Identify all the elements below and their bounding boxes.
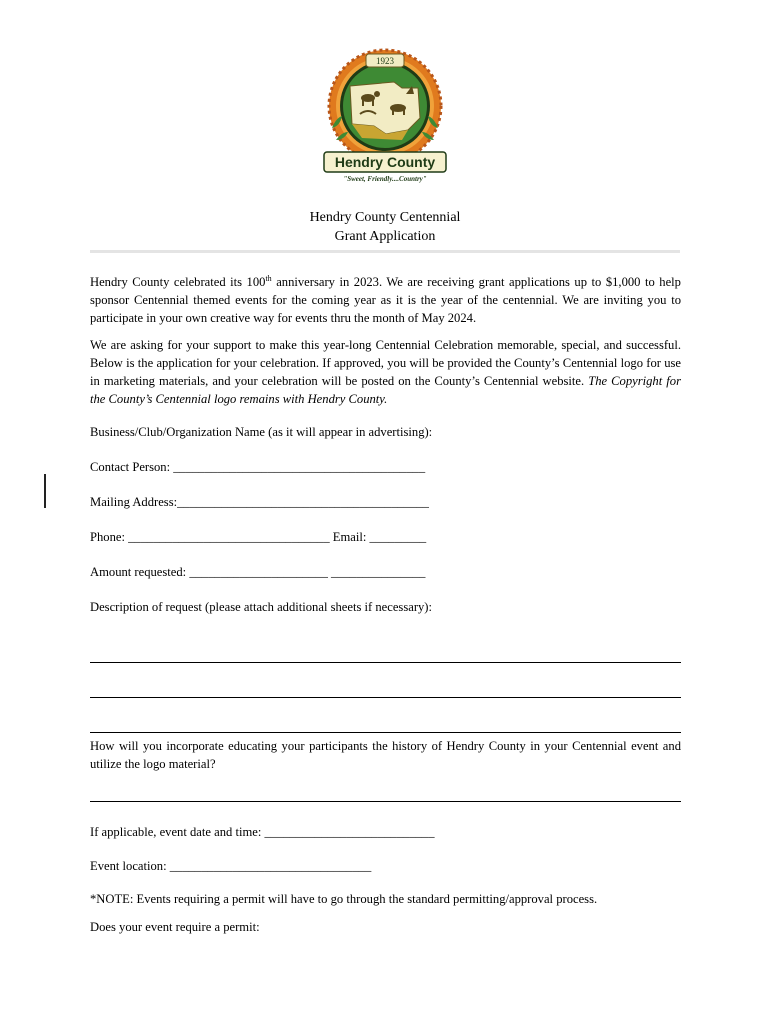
- seal-name-text: Hendry County: [334, 154, 436, 170]
- permit-question: Does your event require a permit:: [90, 920, 260, 934]
- intro-p2-text: We are asking for your support to make this year-long Centennial Celebration memorable, special, and successful. Below is the application for your celebration. If approved, you will be provided the County’s Centennial logo for use in marketing materials, and your celebration will be posted on the County’s Centennial website.: [90, 338, 681, 388]
- mailing-address-field[interactable]: Mailing Address:________________________________________: [90, 495, 429, 509]
- copyright-note: The Copyright for the County’s Centennial logo remains with Hendry County.: [90, 374, 681, 406]
- event-location-field[interactable]: Event location: ________________________________: [90, 859, 372, 873]
- business-name-field[interactable]: Business/Club/Organization Name (as it will appear in advertising):: [90, 425, 433, 439]
- hendry-county-seal: [322, 48, 448, 186]
- seal-name-banner: [324, 152, 446, 183]
- seal-year-text: 1923: [376, 56, 394, 66]
- event-date-field[interactable]: If applicable, event date and time: ___________________________: [90, 825, 435, 839]
- text-cursor-mark: [44, 474, 46, 508]
- phone-email-field[interactable]: Phone: ________________________________ Email: _________: [90, 530, 427, 544]
- intro-p1-text-cont: anniversary in 2023. We are receiving grant applications up to $1,000 to help sponsor Centennial themed events for the coming year as it is the year of the centennial. We are inviting you to participate in your own creative way for events thru the month of May 2024.: [90, 275, 681, 325]
- intro-p1-text: Hendry County celebrated its 100: [90, 275, 266, 289]
- amount-requested-field[interactable]: Amount requested: ______________________ _______________: [90, 565, 426, 579]
- title-divider: [90, 250, 680, 253]
- description-label: Description of request (please attach additional sheets if necessary):: [90, 600, 432, 614]
- seal-slogan-text: "Sweet, Friendly....Country": [343, 175, 427, 183]
- intro-paragraph-2: [90, 336, 681, 408]
- permit-note: *NOTE: Events requiring a permit will have to go through the standard permitting/approval process.: [90, 892, 598, 906]
- contact-person-field[interactable]: Contact Person: ________________________________________: [90, 460, 426, 474]
- seal-year-banner: [366, 54, 404, 67]
- description-line-3[interactable]: [90, 732, 681, 733]
- intro-p1-superscript: th: [265, 273, 272, 283]
- history-answer-line[interactable]: [90, 801, 681, 802]
- seal-graphic: [322, 48, 448, 186]
- description-line-2[interactable]: [90, 697, 681, 698]
- description-line-1[interactable]: [90, 662, 681, 663]
- document-title-line1: Hendry County Centennial: [309, 210, 461, 225]
- document-title-line2: Grant Application: [334, 229, 436, 244]
- history-question-label: How will you incorporate educating your participants the history of Hendry County in your Centennial event and utilize the logo material?: [90, 739, 681, 771]
- intro-paragraph-1: [90, 273, 681, 327]
